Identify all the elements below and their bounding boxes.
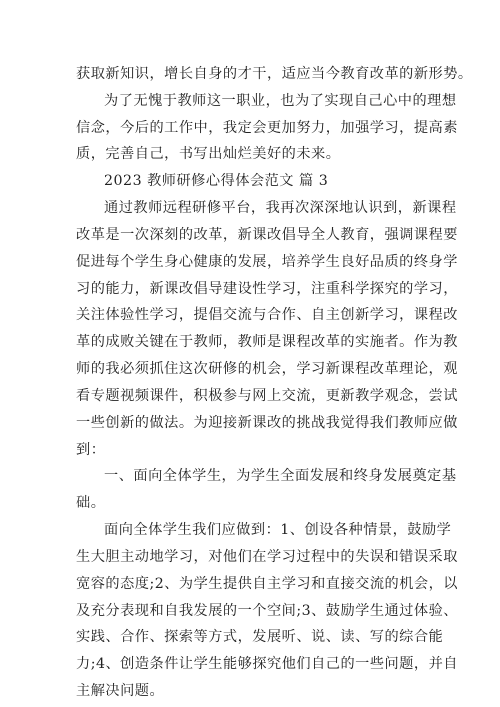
paragraph-line: 力;4、创造条件让学生能够探究他们自己的一些问题，并自 xyxy=(76,656,458,672)
paragraph-line: 促进每个学生身心健康的发展，培养学生良好品质的终身学 xyxy=(76,254,458,270)
paragraph-line: 宽容的态度;2、为学生提供自主学习和直接交流的机会，以 xyxy=(76,576,458,592)
paragraph-line: 到： xyxy=(76,442,106,458)
paragraph-line: 看专题视频课件，积极参与网上交流，更新教学观念，尝试 xyxy=(76,388,458,404)
paragraph-line: 为了无愧于教师这一职业，也为了实现自己心中的理想 xyxy=(104,93,457,109)
paragraph-line: 主解决问题。 xyxy=(76,683,165,699)
paragraph-line: 质，完善自己，书写出灿烂美好的未来。 xyxy=(76,146,341,162)
paragraph-line: 信念，今后的工作中，我定会更加努力，加强学习，提高素 xyxy=(76,120,458,136)
paragraph-line: 础。 xyxy=(76,495,106,511)
paragraph-line: 师的我必须抓住这次研修的机会，学习新课程改革理论，观 xyxy=(76,361,458,377)
paragraph-line: 面向全体学生我们应做到：1、创设各种情景，鼓励学 xyxy=(104,522,452,538)
paragraph-line: 革的成败关键在于教师，教师是课程改革的实施者。作为教 xyxy=(76,334,458,350)
paragraph-line: 改革是一次深刻的改革，新课改倡导全人教育，强调课程要 xyxy=(76,227,458,243)
paragraph-line: 关注体验性学习，提倡交流与合作、自主创新学习，课程改 xyxy=(76,307,458,323)
paragraph-line: 生大胆主动地学习，对他们在学习过程中的失误和错误采取 xyxy=(76,549,458,565)
paragraph-line: 实践、合作、探索等方式，发展听、说、读、写的综合能 xyxy=(76,629,444,645)
paragraph-line: 获取新知识，增长自身的才干，适应当今教育改革的新形势。 xyxy=(76,66,473,82)
paragraph-line: 习的能力，新课改倡导建设性学习，注重科学探究的学习， xyxy=(76,281,458,297)
section-heading: 2023 教师研修心得体会范文 篇 3 xyxy=(104,173,329,189)
section-heading: 一、面向全体学生，为学生全面发展和终身发展奠定基 xyxy=(104,468,457,484)
paragraph-line: 及充分表现和自我发展的一个空间;3、鼓励学生通过体验、 xyxy=(76,603,458,619)
paragraph-line: 一些创新的做法。为迎接新课改的挑战我觉得我们教师应做 xyxy=(76,415,458,431)
paragraph-line: 通过教师远程研修平台，我再次深深地认识到，新课程 xyxy=(104,200,457,216)
